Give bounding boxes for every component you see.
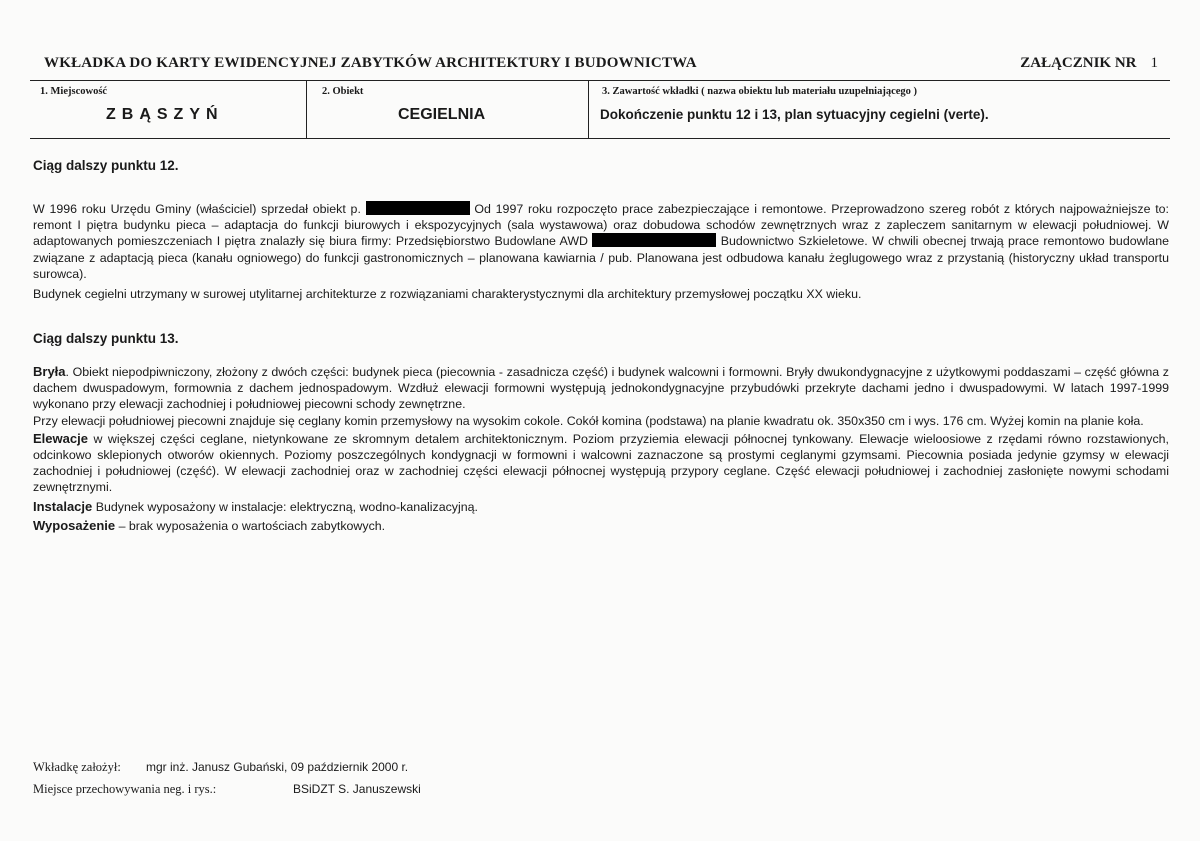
header-bottom-rule [30, 138, 1170, 139]
field-divider [588, 81, 589, 138]
section-12-text-c: Budownictwo Szkieletowe. W chwili obecnej trwają prace remontowo budowlane związane z adaptacją pieca (kanału ogniowego) do funkcji gastronomicznych – planowana kawiarnia / pub. Planowana jest odbudowa kanału żeglugowego wraz z przystanią (historyczny układ transportu surowca). [33, 234, 1169, 281]
redaction-bar [592, 233, 716, 247]
instalacje-term: Instalacje [33, 498, 93, 514]
section-12-text-b: Od 1997 roku rozpoczęto prace zabezpieczające i remontowe. Przeprowadzono szereg robót z których najpoważniejsze to: remont I piętra budynku pieca – adaptacja do funkcji biurowych i ekspozycyjnych (sala wystawowa) oraz dobudowa schodów zewnętrznych wraz z zapleczem sanitarnym w elewacji południowej. W adaptowanych pomieszczeniach I piętra znalazły się biura firmy: Przedsiębiorstwo Budowlane AWD [33, 202, 1169, 249]
header-top-rule [30, 80, 1170, 81]
section-12-paragraph: Budynek cegielni utrzymany w surowej utylitarnej architekturze z rozwiązaniami charakterystycznymi dla architektury przemysłowej początku XX wieku. [33, 287, 862, 302]
author-label: Wkładkę założył: [33, 760, 121, 774]
storage-label: Miejsce przechowywania neg. i rys.: [33, 782, 217, 796]
author-row [33, 760, 409, 775]
elewacje-text: w większej części ceglane, nietynkowane ze skromnym detalem architektonicznym. Poziom przyziemia elewacji północnej tynkowany. Elewacje wieloosiowe z rzędami równo rozstawionych, odcinkowo sklepionych otworów okiennych. Poziomy poszczególnych kondygnacji w formowni i walcowni zaznaczone są prostymi ceglanymi gzymsami. Piecownia posiada jedynie gzymsy w elewacji zachodniej i południowej (część). W elewacji zachodniej oraz w zachodniej części elewacji północnej występują przypory ceglane. Część elewacji południowej i zachodniej zasłonięte nowymi schodami zewnętrznymi. [33, 431, 1169, 495]
object-value: CEGIELNIA [398, 106, 486, 123]
document-title: WKŁADKA DO KARTY EWIDENCYJNEJ ZABYTKÓW ARCHITEKTURY I BUDOWNICTWA [44, 55, 697, 71]
section-13-heading: Ciąg dalszy punktu 13. [33, 331, 179, 346]
author-value: mgr inż. Janusz Gubański, 09 październik 2000 r. [146, 760, 409, 774]
locality-value: ZBĄSZYŃ [106, 106, 224, 123]
storage-row [33, 782, 421, 797]
annex-label-text: ZAŁĄCZNIK NR [1020, 55, 1137, 71]
bryla-term: Bryła [33, 364, 66, 379]
section-12-paragraph [33, 201, 1169, 282]
field-divider [306, 81, 307, 138]
elewacje-paragraph [33, 431, 1169, 496]
wyposazenie-paragraph [33, 518, 1169, 534]
annex-number: 1 [1150, 55, 1158, 71]
section-12-body [33, 201, 1169, 302]
bryla-text: . Obiekt niepodpiwniczony, złożony z dwóch części: budynek pieca (piecownia - zasadnicza część) i budynek walcowni i formowni. Bryły dwukondygnacyjne z użytkowymi poddaszami – część główna z dachem dwuspadowym, formownia z dachem jednospadowym. Wzdłuż elewacji formowni występują jednokondygnacyjne przybudówki przekryte dachami jedno i dwuspadowymi. W latach 1997-1999 wykonano przy elewacji zachodniej i południowej piecowni schody zewnętrzne. [33, 365, 1169, 412]
annex-label [1020, 55, 1158, 72]
instalacje-text: Budynek wyposażony w instalacje: elektryczną, wodno-kanalizacyjną. [92, 499, 478, 514]
section-12-heading: Ciąg dalszy punktu 12. [33, 158, 179, 173]
redaction-bar [366, 201, 470, 215]
contents-value: Dokończenie punktu 12 i 13, plan sytuacyjny cegielni (verte). [600, 107, 989, 122]
storage-value: BSiDZT S. Januszewski [293, 782, 421, 796]
bryla-paragraph [33, 364, 1169, 413]
section-13-body [33, 364, 1169, 534]
elewacje-term: Elewacje [33, 430, 88, 446]
locality-label: 1. Miejscowość [40, 86, 108, 97]
contents-label: 3. Zawartość wkładki ( nazwa obiektu lub materiału uzupełniającego ) [602, 86, 918, 97]
section-12-text-a: W 1996 roku Urzędu Gminy (właściciel) sprzedał obiekt p. [33, 202, 361, 216]
instalacje-paragraph [33, 499, 1169, 515]
object-label: 2. Obiekt [322, 86, 364, 97]
chimney-paragraph: Przy elewacji południowej piecowni znajduje się ceglany komin przemysłowy na wysokim cokole. Cokół komina (podstawa) na planie kwadratu ok. 350x350 cm i wys. 176 cm. Wyżej komin na planie koła. [33, 413, 1144, 428]
wyposazenie-text: – brak wyposażenia o wartościach zabytkowych. [115, 518, 386, 533]
wyposazenie-term: Wyposażenie [33, 517, 116, 533]
